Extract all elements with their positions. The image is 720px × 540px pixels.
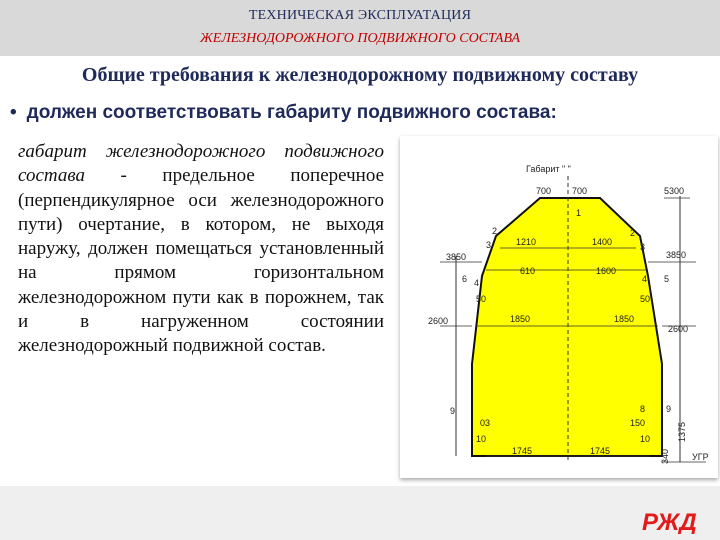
definition-text: - предельное поперечное (перпендикулярное оси железнодорожного пути) очертание, в котором, не выходя наружу, должен помещаться установленный на прямом горизонтальном железнодорожном пути как в порожнем, так и в нагруженном состоянии железнодорожный подвижной состав. [18,165,384,357]
label-ugr: УГР [692,452,709,462]
pt-50-left: 50 [476,294,487,304]
pt-n1: 1 [576,208,582,218]
dim-top-left: 700 [536,186,552,196]
dim-h2-left: 2600 [428,316,449,326]
dim-h-right: 3850 [666,250,687,260]
pt-n6-left: 6 [462,274,468,284]
pt-n8: 8 [640,404,646,414]
rzd-logo [640,506,700,534]
dim-w4-left: 1745 [512,446,533,456]
bullet-text: должен соответствовать габариту подвижного состава: [26,102,557,123]
dim-w1-left: 1210 [516,237,537,247]
pt-03: 03 [480,418,491,428]
pt-n5-right: 5 [664,274,670,284]
pt-n4-left: 4 [474,278,480,288]
pt-50-right: 50 [640,294,651,304]
dim-w3-right: 1850 [614,314,635,324]
gauge-diagram [400,136,718,478]
dim-h2-right: 2600 [668,324,689,334]
header-bar [0,0,720,56]
pt-10-left: 10 [476,434,487,444]
dim-w4-right: 1745 [590,446,611,456]
slide-title: Общие требования к железнодорожному подвижному составу [81,64,639,86]
dim-low-340: 340 [660,448,670,464]
definition-paragraph [18,140,384,359]
gauge-drawing [400,136,718,478]
pt-n3-right: 3 [640,242,646,252]
pt-n2-right: 2 [630,228,636,238]
dim-w2-left: 610 [520,266,536,276]
footer-band [0,486,720,540]
dim-h-left: 3850 [446,252,467,262]
pt-n9-right: 9 [666,404,672,414]
dim-low-1375: 1375 [677,421,687,442]
bullet-item [10,102,720,124]
dim-w1-right: 1400 [592,237,613,247]
pt-n3-left: 3 [486,240,492,250]
pt-10-right: 10 [640,434,651,444]
dim-height-total: 5300 [664,186,685,196]
pt-n2-left: 2 [492,226,498,236]
dim-low-150: 150 [630,418,646,428]
pt-n9-left: 9 [450,406,456,416]
header-subtitle: ЖЕЛЕЗНОДОРОЖНОГО ПОДВИЖНОГО СОСТАВА [199,31,521,46]
bullet-dot-icon: • [10,102,17,123]
definition-term: габарит железнодорожного подвижного состава [18,141,384,187]
pt-n4-right: 4 [642,274,648,284]
rzd-logo-text: РЖД [642,509,697,534]
dim-w3-left: 1850 [510,314,531,324]
header-title: ТЕХНИЧЕСКАЯ ЭКСПЛУАТАЦИЯ [248,8,472,23]
dim-top-right: 700 [572,186,588,196]
dim-w2-right: 1600 [596,266,617,276]
gauge-title-label: Габарит " " [526,164,571,174]
